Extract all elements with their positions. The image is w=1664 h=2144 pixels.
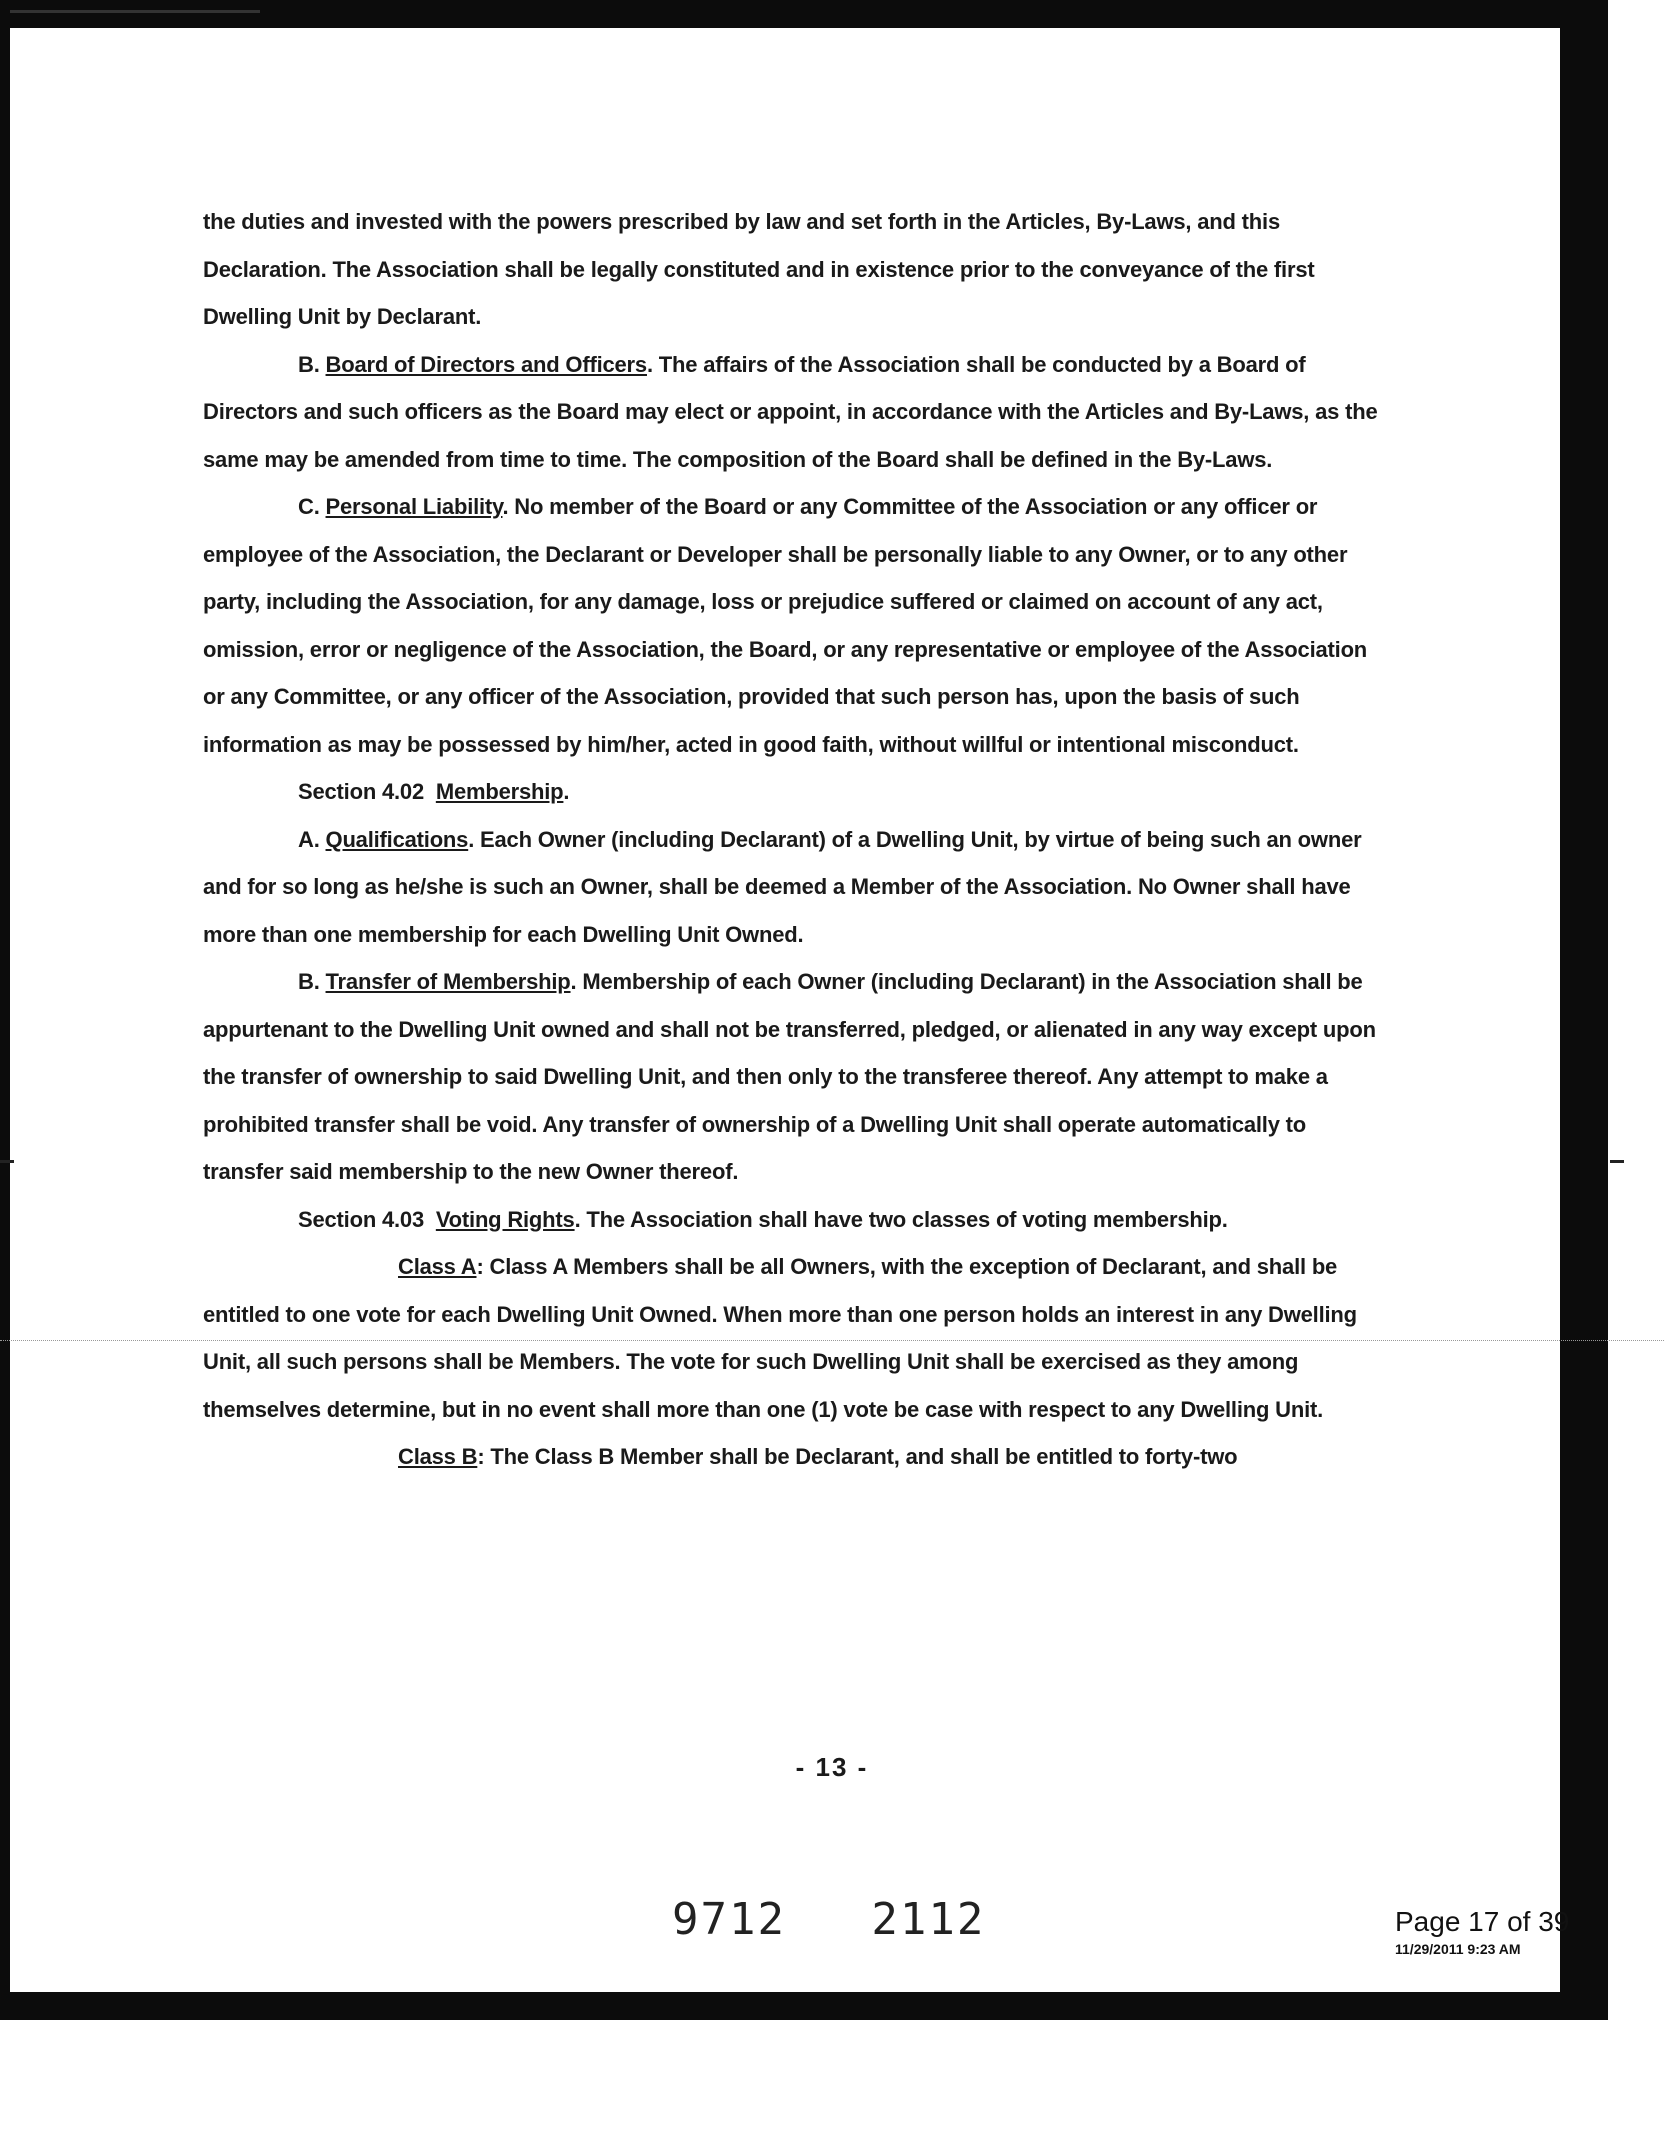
scan-border-top bbox=[0, 0, 1604, 28]
section-title: Voting Rights bbox=[435, 1206, 575, 1232]
scan-artifact-tick bbox=[1610, 1160, 1624, 1163]
document-body bbox=[203, 198, 1383, 1481]
scan-border-bottom bbox=[0, 1992, 1608, 2020]
section-label: Section 4.03 bbox=[298, 1206, 424, 1232]
scan-border-left bbox=[0, 0, 10, 2020]
paragraph-text: . No member of the Board or any Committee of the Association or any officer or employee of the Association, the Declarant or Developer shall be personally liable to any Owner, or to any other party, including the Association, for any damage, loss or prejudice suffered or claimed on account of any act, omission, error or negligence of the Association, the Board, or any representative or employee of the Association or any Committee, or any officer of the Association, provided that such person has, upon the basis of such information as may be possessed by him/her, acted in good faith, without willful or intentional misconduct. bbox=[203, 494, 1368, 757]
paragraph-heading: Class B bbox=[398, 1444, 478, 1469]
paragraph-text: the duties and invested with the powers prescribed by law and set forth in the Articles, By-Laws, and this Declaration. The Association shall be legally constituted and in existence prior to the conveyance of the first Dwelling Unit by Declarant. bbox=[203, 209, 1315, 329]
recording-number: 9712 2112 bbox=[672, 1894, 986, 1945]
paragraph-label: B. bbox=[298, 969, 320, 994]
paragraph-label: A. bbox=[298, 826, 320, 852]
scan-border-right bbox=[1560, 0, 1608, 2002]
print-timestamp: 11/29/2011 9:23 AM bbox=[1395, 1941, 1521, 1957]
paragraph-heading: Class A bbox=[398, 1254, 477, 1279]
paragraph bbox=[203, 198, 1383, 341]
paragraph-class-b bbox=[203, 1433, 1383, 1481]
paragraph-text: : The Class B Member shall be Declarant, and shall be entitled to forty-two bbox=[477, 1444, 1238, 1469]
paragraph-personal-liability bbox=[203, 483, 1383, 768]
paragraph-text: . The affairs of the Association shall be conducted by a Board of Directors and such officers as the Board may elect or appoint, in accordance with the Articles and By-Laws, as the same may be amended from time to time. The composition of the Board shall be defined in the By-Laws. bbox=[203, 351, 1378, 472]
page-count: Page 17 of 39 bbox=[1395, 1906, 1570, 1937]
paragraph-class-a bbox=[203, 1243, 1383, 1433]
paragraph-text: . bbox=[563, 779, 570, 804]
paragraph-heading: Transfer of Membership bbox=[325, 969, 571, 994]
paragraph-heading: Qualifications bbox=[325, 826, 469, 852]
paragraph-qualifications bbox=[203, 816, 1383, 959]
scan-artifact-line bbox=[0, 10, 260, 13]
scan-artifact-tick bbox=[0, 1160, 14, 1163]
paragraph-text: : Class A Members shall be all Owners, with the exception of Declarant, and shall be entitled to one vote for each Dwelling Unit Owned. When more than one person holds an interest in any Dwelling Unit, all such persons shall be Members. The vote for such Dwelling Unit shall be exercised as they among themselves determine, but in no event shall more than one (1) vote be case with respect to any Dwelling Unit. bbox=[203, 1254, 1357, 1422]
paragraph-text: . Each Owner (including Declarant) of a Dwelling Unit, by virtue of being such an owner and for so long as he/she is such an Owner, shall be deemed a Member of the Association. No Owner shall have more than one membership for each Dwelling Unit Owned. bbox=[203, 826, 1362, 947]
section-label: Section 4.02 bbox=[298, 779, 424, 804]
paragraph-heading: Board of Directors and Officers bbox=[325, 351, 647, 377]
paragraph-text: . The Association shall have two classes of voting membership. bbox=[574, 1206, 1228, 1232]
paragraph-heading: Personal Liability bbox=[325, 494, 503, 519]
paragraph-text: . Membership of each Owner (including Declarant) in the Association shall be appurtenant to the Dwelling Unit owned and shall not be transferred, pledged, or alienated in any way except upon the transfer of ownership to said Dwelling Unit, and then only to the transferee thereof. Any attempt to make a prohibited transfer shall be void. Any transfer of ownership of a Dwelling Unit shall operate automatically to transfer said membership to the new Owner thereof. bbox=[203, 969, 1376, 1184]
paragraph-label: B. bbox=[298, 351, 320, 377]
paragraph-transfer-of-membership bbox=[203, 958, 1383, 1196]
paragraph-label: C. bbox=[298, 494, 320, 519]
section-heading-4-03 bbox=[203, 1196, 1383, 1244]
section-title: Membership bbox=[435, 779, 564, 804]
section-heading-4-02 bbox=[203, 768, 1383, 816]
paragraph-board-of-directors bbox=[203, 341, 1383, 484]
page-number: - 13 - bbox=[795, 1752, 869, 1782]
